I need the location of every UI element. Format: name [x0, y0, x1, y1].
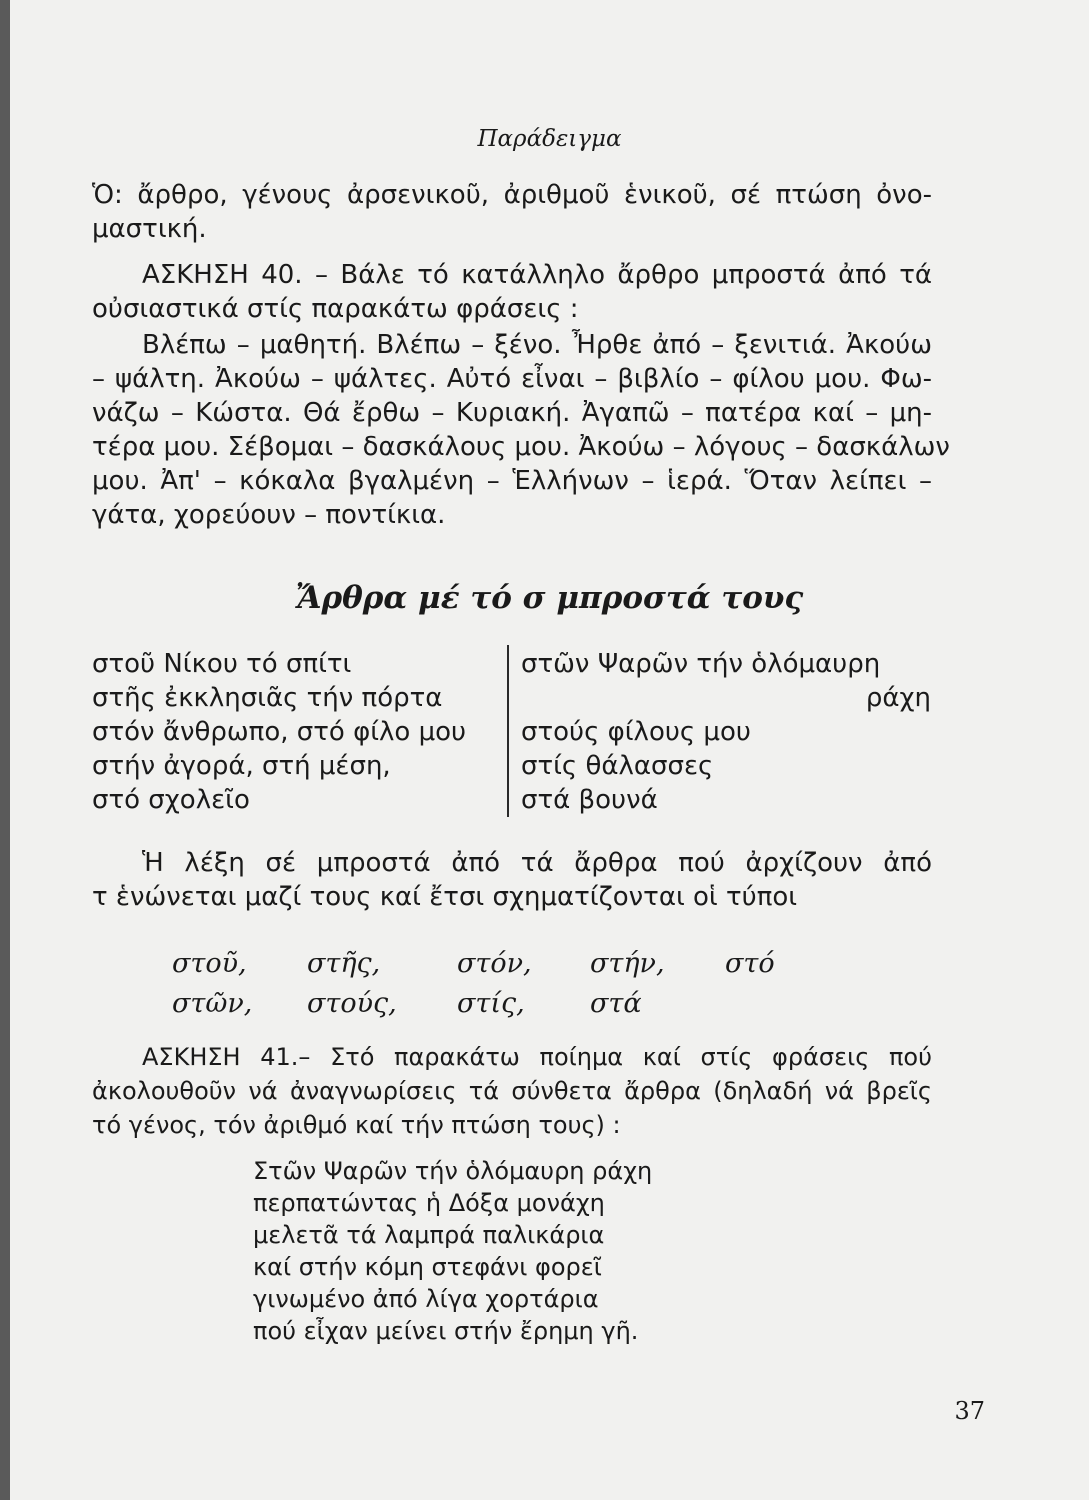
poem-line: μελετᾶ τά λαμπρά παλικάρια [253, 1221, 605, 1249]
exercise-40-line: νάζω – Κώστα. Θά ἔρθω – Κυριακή. Ἀγαπῶ – πατέρα καί – μη- [92, 398, 932, 428]
exercise-41 [92, 1040, 932, 1142]
form: στούς, [307, 988, 397, 1019]
form: στό [725, 948, 775, 979]
page-number: 37 [954, 1397, 985, 1425]
poem-line: Στῶν Ψαρῶν τήν ὁλόμαυρη ράχη [253, 1157, 653, 1185]
left-example-line: στῆς ἐκκλησιᾶς τήν πόρτα [92, 683, 443, 713]
exercise-41-line: ἀκολουθοῦν νά ἀναγνωρίσεις τά σύνθετα ἄρθρα (δηλαδή νά βρεῖς [92, 1077, 932, 1105]
exercise-40 [92, 258, 950, 532]
left-example-line: στοῦ Νίκου τό σπίτι [92, 649, 352, 679]
form: στήν, [590, 948, 665, 979]
rule-line: τ ἑνώνεται μαζί τους καί ἔτσι σχηματίζονται οἱ τύποι [92, 882, 798, 912]
right-example-line: στῶν Ψαρῶν τήν ὁλόμαυρη [521, 649, 881, 679]
left-example-line: στήν ἀγορά, στή μέση, [92, 751, 391, 781]
rule-paragraph [92, 846, 932, 914]
exercise-40-line: μου. Ἀπ' – κόκαλα βγαλμένη – Ἑλλήνων – ἱερά. Ὅταν λείπει – [92, 466, 932, 496]
example-line: Ὁ: ἄρθρο, γένους ἀρσενικοῦ, ἀριθμοῦ ἑνικοῦ, σέ πτώση ὀνο- [92, 180, 932, 210]
form: στίς, [457, 988, 525, 1019]
exercise-40-line: ΑΣΚΗΣΗ 40. – Βάλε τό κατάλληλο ἄρθρο μπροστά ἀπό τά [142, 260, 932, 290]
right-example-line: στίς θάλασσες [521, 751, 714, 781]
exercise-40-line: Βλέπω – μαθητή. Βλέπω – ξένο. Ἦρθε ἀπό – ξενιτιά. Ἀκούω [142, 330, 932, 360]
example-paragraph [92, 178, 932, 246]
right-example-line: ράχη [865, 683, 931, 713]
form: στά [590, 988, 642, 1019]
left-example-column [92, 647, 466, 817]
exercise-41-line: ΑΣΚΗΣΗ 41.– Στό παρακάτω ποίημα καί στίς φράσεις πού [142, 1043, 932, 1071]
poem [253, 1155, 652, 1347]
example-heading: Παράδειγμα [477, 126, 622, 152]
poem-line: περπατώντας ἡ Δόξα μονάχη [253, 1189, 605, 1217]
form: στόν, [457, 948, 532, 979]
poem-line: καί στήν κόμη στεφάνι φορεῖ [253, 1253, 602, 1281]
right-example-column [521, 647, 931, 817]
poem-line: πού εἶχαν μείνει στήν ἔρημη γῆ. [253, 1317, 639, 1345]
book-page [10, 0, 1089, 1500]
rule-line: Ἡ λέξη σέ μπροστά ἀπό τά ἄρθρα πού ἀρχίζουν ἀπό [142, 848, 932, 878]
exercise-40-line: – ψάλτη. Ἀκούω – ψάλτες. Αὐτό εἶναι – βιβλίο – φίλου μου. Φω- [92, 364, 932, 394]
exercise-40-line: γάτα, χορεύουν – ποντίκια. [92, 500, 446, 530]
left-example-line: στό σχολεῖο [92, 785, 250, 815]
exercise-41-line: τό γένος, τόν ἀριθμό καί τήν πτώση τους) : [92, 1111, 621, 1139]
exercise-40-line: τέρα μου. Σέβομαι – δασκάλους μου. Ἀκούω – λόγους – δασκάλων [92, 432, 950, 462]
section-title: Ἄρθρα μέ τό σ μπροστά τους [295, 580, 804, 616]
form: στοῦ, [172, 948, 247, 979]
column-divider [507, 645, 509, 817]
poem-line: γινωμένο ἀπό λίγα χορτάρια [253, 1285, 599, 1313]
exercise-40-line: οὐσιαστικά στίς παρακάτω φράσεις : [92, 294, 579, 324]
left-example-line: στόν ἄνθρωπο, στό φίλο μου [92, 717, 467, 747]
form: στῆς, [307, 948, 381, 979]
right-example-line: στούς φίλους μου [521, 717, 751, 747]
right-example-line: στά βουνά [521, 785, 658, 815]
form: στῶν, [172, 988, 253, 1019]
example-line: μαστική. [92, 214, 207, 244]
